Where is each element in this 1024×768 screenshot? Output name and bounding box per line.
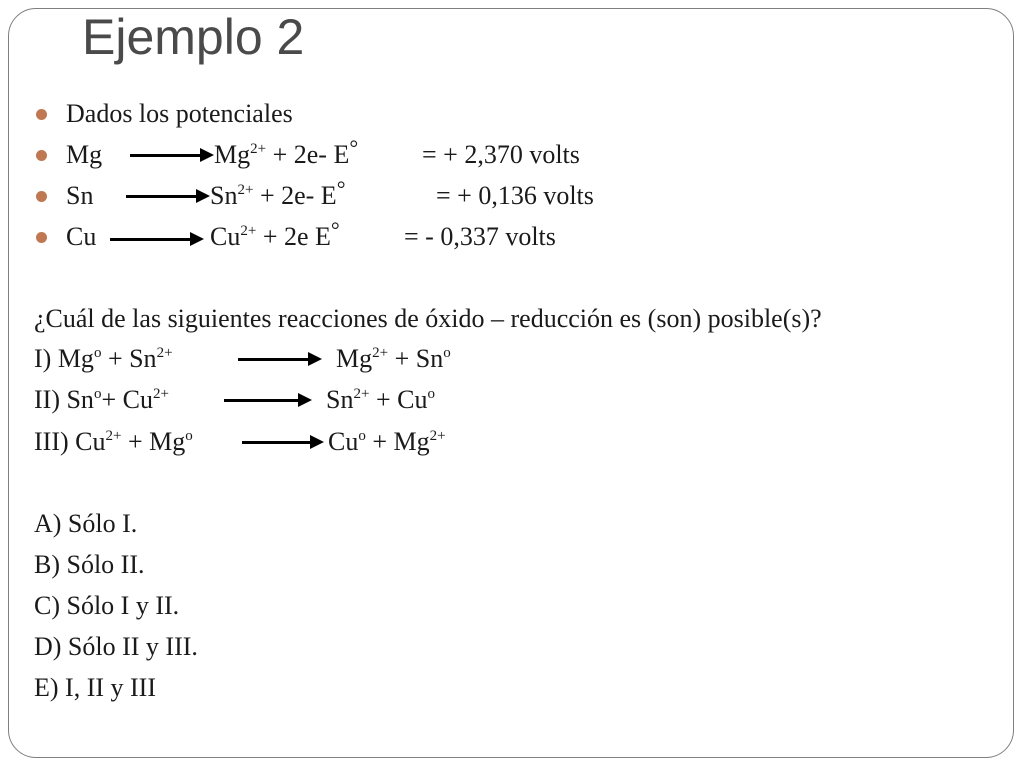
- option-c: C) Sólo I y II.: [34, 591, 180, 620]
- bullet-dot: [36, 191, 47, 202]
- arrow-icon: [110, 238, 200, 241]
- arrow-icon: [224, 399, 308, 402]
- reactant-mg: Mg: [66, 140, 103, 169]
- reaction-3-lhs: III) $Cu^{2+} + Mg^o$: [34, 427, 193, 456]
- bullet-dot: [36, 109, 47, 120]
- slide-title: Ejemplo 2: [82, 9, 305, 65]
- option-b: B) Sólo II.: [34, 550, 145, 579]
- reactant-cu: Cu: [66, 222, 97, 251]
- reaction-1-lhs: I) $Mg^o + Sn^{2+}$: [34, 344, 173, 373]
- arrow-icon: [242, 441, 320, 444]
- arrow-icon: [130, 154, 210, 157]
- potential-cu: = - 0,337 volts: [404, 222, 556, 251]
- product-sn: $Sn^{2+} + 2e-$ E°: [210, 176, 346, 210]
- arrow-icon: [238, 358, 318, 361]
- reaction-3-rhs: $Cu^o + Mg^{2+}$: [328, 427, 446, 456]
- reaction-2-lhs: II) $Sn^o+ Cu^{2+}$: [34, 385, 169, 414]
- reaction-2-rhs: $Sn^{2+} + Cu^o$: [326, 385, 435, 414]
- bullet-dot: [36, 232, 47, 243]
- product-cu: $Cu^{2+} + 2e$ E°: [210, 217, 340, 251]
- potential-sn: = + 0,136 volts: [436, 181, 594, 210]
- product-mg: $Mg^{2+} + 2e-$ E°: [214, 135, 359, 169]
- option-a: A) Sólo I.: [34, 509, 138, 538]
- arrow-icon: [126, 195, 206, 198]
- reaction-1-rhs: $Mg^{2+} + Sn^o$: [336, 344, 451, 373]
- bullet-dot: [36, 150, 47, 161]
- question-text: ¿Cuál de las siguientes reacciones de óxido – reducción es (son) posible(s)?: [34, 304, 822, 333]
- potential-mg: = + 2,370 volts: [422, 140, 580, 169]
- option-d: D) Sólo II y III.: [34, 632, 198, 661]
- reactant-sn: Sn: [66, 181, 94, 210]
- bullet-intro: Dados los potenciales: [66, 99, 293, 128]
- option-e: E) I, II y III: [34, 673, 156, 702]
